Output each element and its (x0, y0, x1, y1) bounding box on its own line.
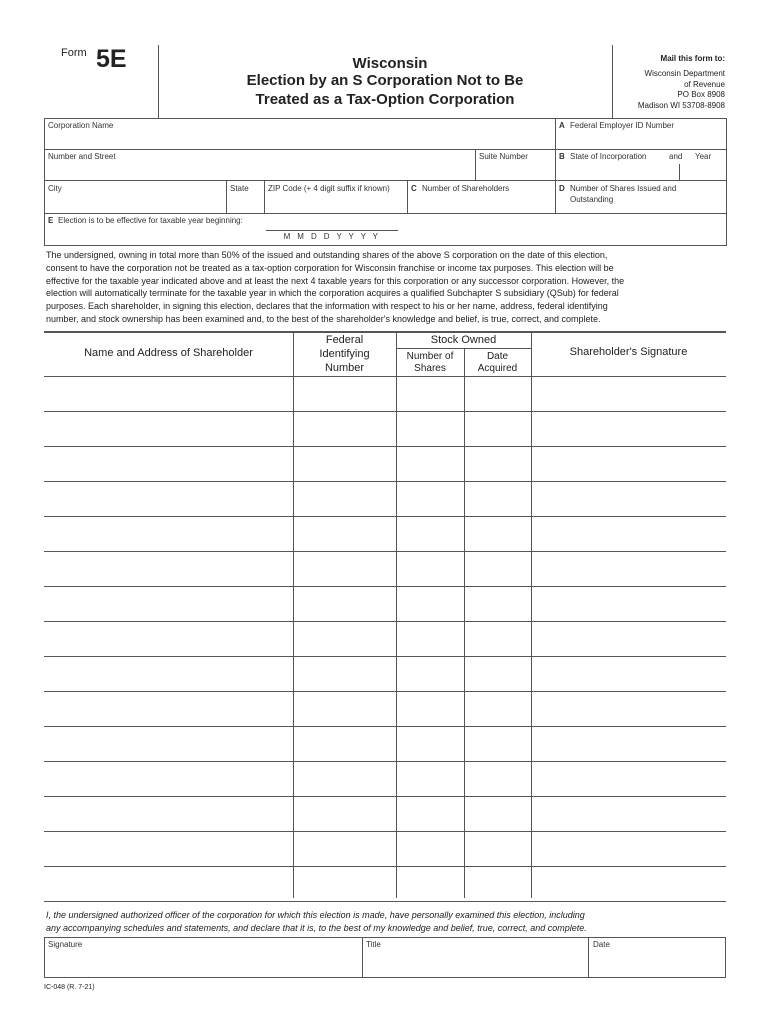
declaration-line: number, and stock ownership has been examined and, to the best of the shareholder's knowledge and belief, is true, correct, and complete. (46, 313, 601, 324)
federal-id-input[interactable] (296, 379, 396, 409)
table-row (44, 376, 726, 411)
shareholder-name-input[interactable] (46, 519, 293, 549)
mail-line: Wisconsin Department (644, 69, 725, 78)
federal-id-input[interactable] (296, 554, 396, 584)
letter-a: A (559, 121, 565, 130)
col-date-acquired-line: Acquired (477, 363, 518, 374)
table-row (44, 796, 726, 831)
number-shares-input[interactable] (399, 484, 464, 514)
table-row (44, 656, 726, 691)
shareholder-name-input[interactable] (46, 379, 293, 409)
shareholder-signature-input[interactable] (534, 624, 726, 654)
shareholder-signature-input[interactable] (534, 449, 726, 479)
shareholder-signature-input[interactable] (534, 554, 726, 584)
mail-line: PO Box 8908 (677, 90, 725, 99)
date-format-hint: M M D D Y Y Y Y (283, 232, 381, 241)
shareholder-signature-input[interactable] (534, 414, 726, 444)
shareholder-name-input[interactable] (46, 659, 293, 689)
shareholder-name-input[interactable] (46, 694, 293, 724)
row-divider (44, 180, 726, 181)
corporation-name-input[interactable] (46, 131, 556, 149)
mail-line: Madison WI 53708-8908 (637, 100, 725, 110)
col-federal-id-line: Identifying (319, 348, 370, 360)
state-input[interactable] (229, 194, 266, 213)
title-line-2: Election by an S Corporation Not to Be (246, 72, 524, 89)
mail-heading: Mail this form to: (660, 54, 725, 63)
shareholder-signature-input[interactable] (534, 834, 726, 864)
date-acquired-input[interactable] (467, 519, 531, 549)
federal-id-input[interactable] (296, 834, 396, 864)
title-line-1: Wisconsin (352, 55, 428, 72)
col-number-shares-line: Number of (406, 351, 454, 362)
shareholder-name-input[interactable] (46, 554, 293, 584)
signature-label: Signature (48, 940, 83, 949)
date-acquired-input[interactable] (467, 484, 531, 514)
table-row (44, 691, 726, 726)
shares-issued-label-2: Outstanding (570, 195, 614, 204)
row-divider (44, 213, 726, 214)
federal-ein-label: Federal Employer ID Number (570, 121, 675, 130)
declaration-line: consent to have the corporation not be treated as a tax-option corporation for Wisconsin franchise or income tax purposes. This election will be (46, 262, 614, 273)
col-date-acquired-line: Date (486, 351, 509, 362)
shareholder-signature-input[interactable] (534, 694, 726, 724)
date-entry[interactable] (266, 230, 398, 231)
number-shares-input[interactable] (399, 624, 464, 654)
suite-number-label: Suite Number (479, 152, 528, 161)
federal-id-input[interactable] (296, 519, 396, 549)
officer-declaration (46, 909, 726, 935)
declaration-line: effective for the taxable year indicated above and at least the next 4 taxable years for this corporation or any successor corporation. However, the (46, 275, 625, 286)
number-shares-input[interactable] (399, 869, 464, 899)
num-shareholders-input[interactable] (410, 194, 556, 213)
date-acquired-input[interactable] (467, 414, 531, 444)
federal-id-input[interactable] (296, 659, 396, 689)
col-date-acquired (464, 351, 531, 375)
shares-issued-label-1: Number of Shares Issued and (570, 184, 677, 193)
table-row (44, 621, 726, 656)
shareholder-signature-input[interactable] (534, 659, 726, 689)
declaration-line: purposes. Each shareholder, in signing this election, declares that the information with respect to his or her name, address, federal identifying (46, 301, 608, 312)
table-row (44, 761, 726, 796)
officer-col-divider (362, 937, 363, 977)
federal-id-input[interactable] (296, 869, 396, 899)
date-acquired-input[interactable] (467, 379, 531, 409)
table-row (44, 726, 726, 761)
col-number-shares (396, 351, 464, 375)
officer-line: any accompanying schedules and statements, and declare that it is, to the best of my knowledge and belief, true, correct, and complete. (46, 923, 587, 933)
shareholder-name-input[interactable] (46, 484, 293, 514)
federal-ein-input[interactable] (558, 131, 726, 149)
col-federal-id (293, 333, 396, 375)
title-line-3: Treated as a Tax-Option Corporation (255, 91, 515, 108)
number-shares-input[interactable] (399, 834, 464, 864)
number-street-label: Number and Street (48, 152, 116, 161)
federal-id-input[interactable] (296, 694, 396, 724)
date-acquired-input[interactable] (467, 764, 531, 794)
declaration-line: election will automatically terminate for the taxable year in which the corporation acquires a qualified Subchapter S subsidiary (QSub) for federal (46, 288, 619, 299)
row-divider (44, 149, 726, 150)
shareholder-name-input[interactable] (46, 589, 293, 619)
number-shares-input[interactable] (399, 729, 464, 759)
number-shares-input[interactable] (399, 799, 464, 829)
letter-c: C (411, 184, 417, 193)
shareholder-signature-input[interactable] (534, 484, 726, 514)
officer-title-input[interactable] (365, 952, 589, 976)
form-word: Form (61, 47, 87, 59)
letter-e: E (48, 216, 54, 225)
row-divider (44, 901, 726, 902)
suite-number-input[interactable] (478, 162, 556, 180)
officer-date-input[interactable] (591, 952, 727, 976)
title-label: Title (366, 940, 381, 949)
shareholder-name-input[interactable] (46, 449, 293, 479)
corporation-name-label: Corporation Name (48, 121, 114, 130)
col-number-shares-line: Shares (414, 363, 446, 374)
federal-id-input[interactable] (296, 799, 396, 829)
declaration-paragraph (46, 249, 726, 326)
shareholder-signature-input[interactable] (534, 519, 726, 549)
col-name-address: Name and Address of Shareholder (84, 347, 253, 359)
col-shareholder-signature: Shareholder's Signature (569, 346, 688, 358)
date-acquired-input[interactable] (467, 659, 531, 689)
number-shares-input[interactable] (399, 379, 464, 409)
letter-b: B (559, 152, 565, 161)
city-input[interactable] (46, 194, 227, 213)
number-shares-input[interactable] (399, 414, 464, 444)
date-acquired-input[interactable] (467, 449, 531, 479)
date-acquired-input[interactable] (467, 834, 531, 864)
number-shares-input[interactable] (399, 554, 464, 584)
form-number: 5E (96, 45, 127, 73)
number-shares-input[interactable] (399, 694, 464, 724)
federal-id-input[interactable] (296, 449, 396, 479)
federal-id-input[interactable] (296, 414, 396, 444)
mail-line: of Revenue (684, 79, 725, 89)
letter-d: D (559, 184, 565, 193)
form-id: IC-048 (R. 7-21) (44, 984, 95, 991)
zip-label: ZIP Code (+ 4 digit suffix if known) (268, 184, 390, 193)
shareholder-name-input[interactable] (46, 624, 293, 654)
officer-signature-input[interactable] (46, 952, 362, 976)
header-divider-left (158, 45, 159, 118)
date-acquired-input[interactable] (467, 799, 531, 829)
city-label: City (48, 184, 62, 193)
and-label: and (669, 152, 683, 161)
state-label: State (230, 184, 249, 193)
table-row (44, 831, 726, 866)
table-row (44, 516, 726, 551)
shareholder-signature-input[interactable] (534, 729, 726, 759)
date-acquired-input[interactable] (467, 624, 531, 654)
federal-id-input[interactable] (296, 624, 396, 654)
num-shareholders-label: Number of Shareholders (422, 184, 510, 193)
number-shares-input[interactable] (399, 519, 464, 549)
shareholder-name-input[interactable] (46, 869, 293, 899)
election-effective-label: Election is to be effective for taxable year beginning: (58, 216, 243, 225)
zip-input[interactable] (267, 194, 409, 213)
number-street-input[interactable] (46, 162, 476, 180)
number-shares-input[interactable] (399, 764, 464, 794)
date-acquired-input[interactable] (467, 694, 531, 724)
number-shares-input[interactable] (399, 659, 464, 689)
federal-id-input[interactable] (296, 764, 396, 794)
number-shares-input[interactable] (399, 449, 464, 479)
mail-address (638, 69, 725, 111)
number-shares-input[interactable] (399, 589, 464, 619)
table-row (44, 866, 726, 901)
table-row (44, 481, 726, 516)
col-federal-id-line: Number (324, 362, 365, 374)
shareholder-signature-input[interactable] (534, 589, 726, 619)
shareholder-name-input[interactable] (46, 729, 293, 759)
shareholder-name-input[interactable] (46, 799, 293, 829)
date-acquired-input[interactable] (467, 589, 531, 619)
col-federal-id-line: Federal (325, 334, 364, 346)
date-acquired-input[interactable] (467, 554, 531, 584)
federal-id-input[interactable] (296, 484, 396, 514)
officer-line: I, the undersigned authorized officer of the corporation for which this election is made, have personally examined this election, including (46, 910, 585, 920)
table-row (44, 586, 726, 621)
table-row (44, 446, 726, 481)
shareholder-signature-input[interactable] (534, 869, 726, 899)
stock-owned-header: Stock Owned (430, 334, 497, 346)
table-row (44, 411, 726, 446)
shareholder-signature-input[interactable] (534, 379, 726, 409)
date-acquired-input[interactable] (467, 729, 531, 759)
year-label: Year (695, 152, 712, 161)
shares-issued-input[interactable] (620, 196, 726, 213)
table-row (44, 551, 726, 586)
shareholder-name-input[interactable] (46, 414, 293, 444)
federal-id-input[interactable] (296, 589, 396, 619)
federal-id-input[interactable] (296, 729, 396, 759)
year-incorporation-input[interactable] (682, 163, 726, 180)
shareholder-name-input[interactable] (46, 764, 293, 794)
header-divider-right (612, 45, 613, 118)
declaration-line: The undersigned, owning in total more than 50% of the issued and outstanding shares of the above S corporation on the date of this election, (46, 250, 608, 260)
shareholder-signature-input[interactable] (534, 799, 726, 829)
date-label: Date (593, 940, 610, 949)
shareholder-signature-input[interactable] (534, 764, 726, 794)
shareholder-name-input[interactable] (46, 834, 293, 864)
date-acquired-input[interactable] (467, 869, 531, 899)
state-incorporation-input[interactable] (558, 163, 680, 180)
state-incorporation-label: State of Incorporation (570, 152, 647, 161)
